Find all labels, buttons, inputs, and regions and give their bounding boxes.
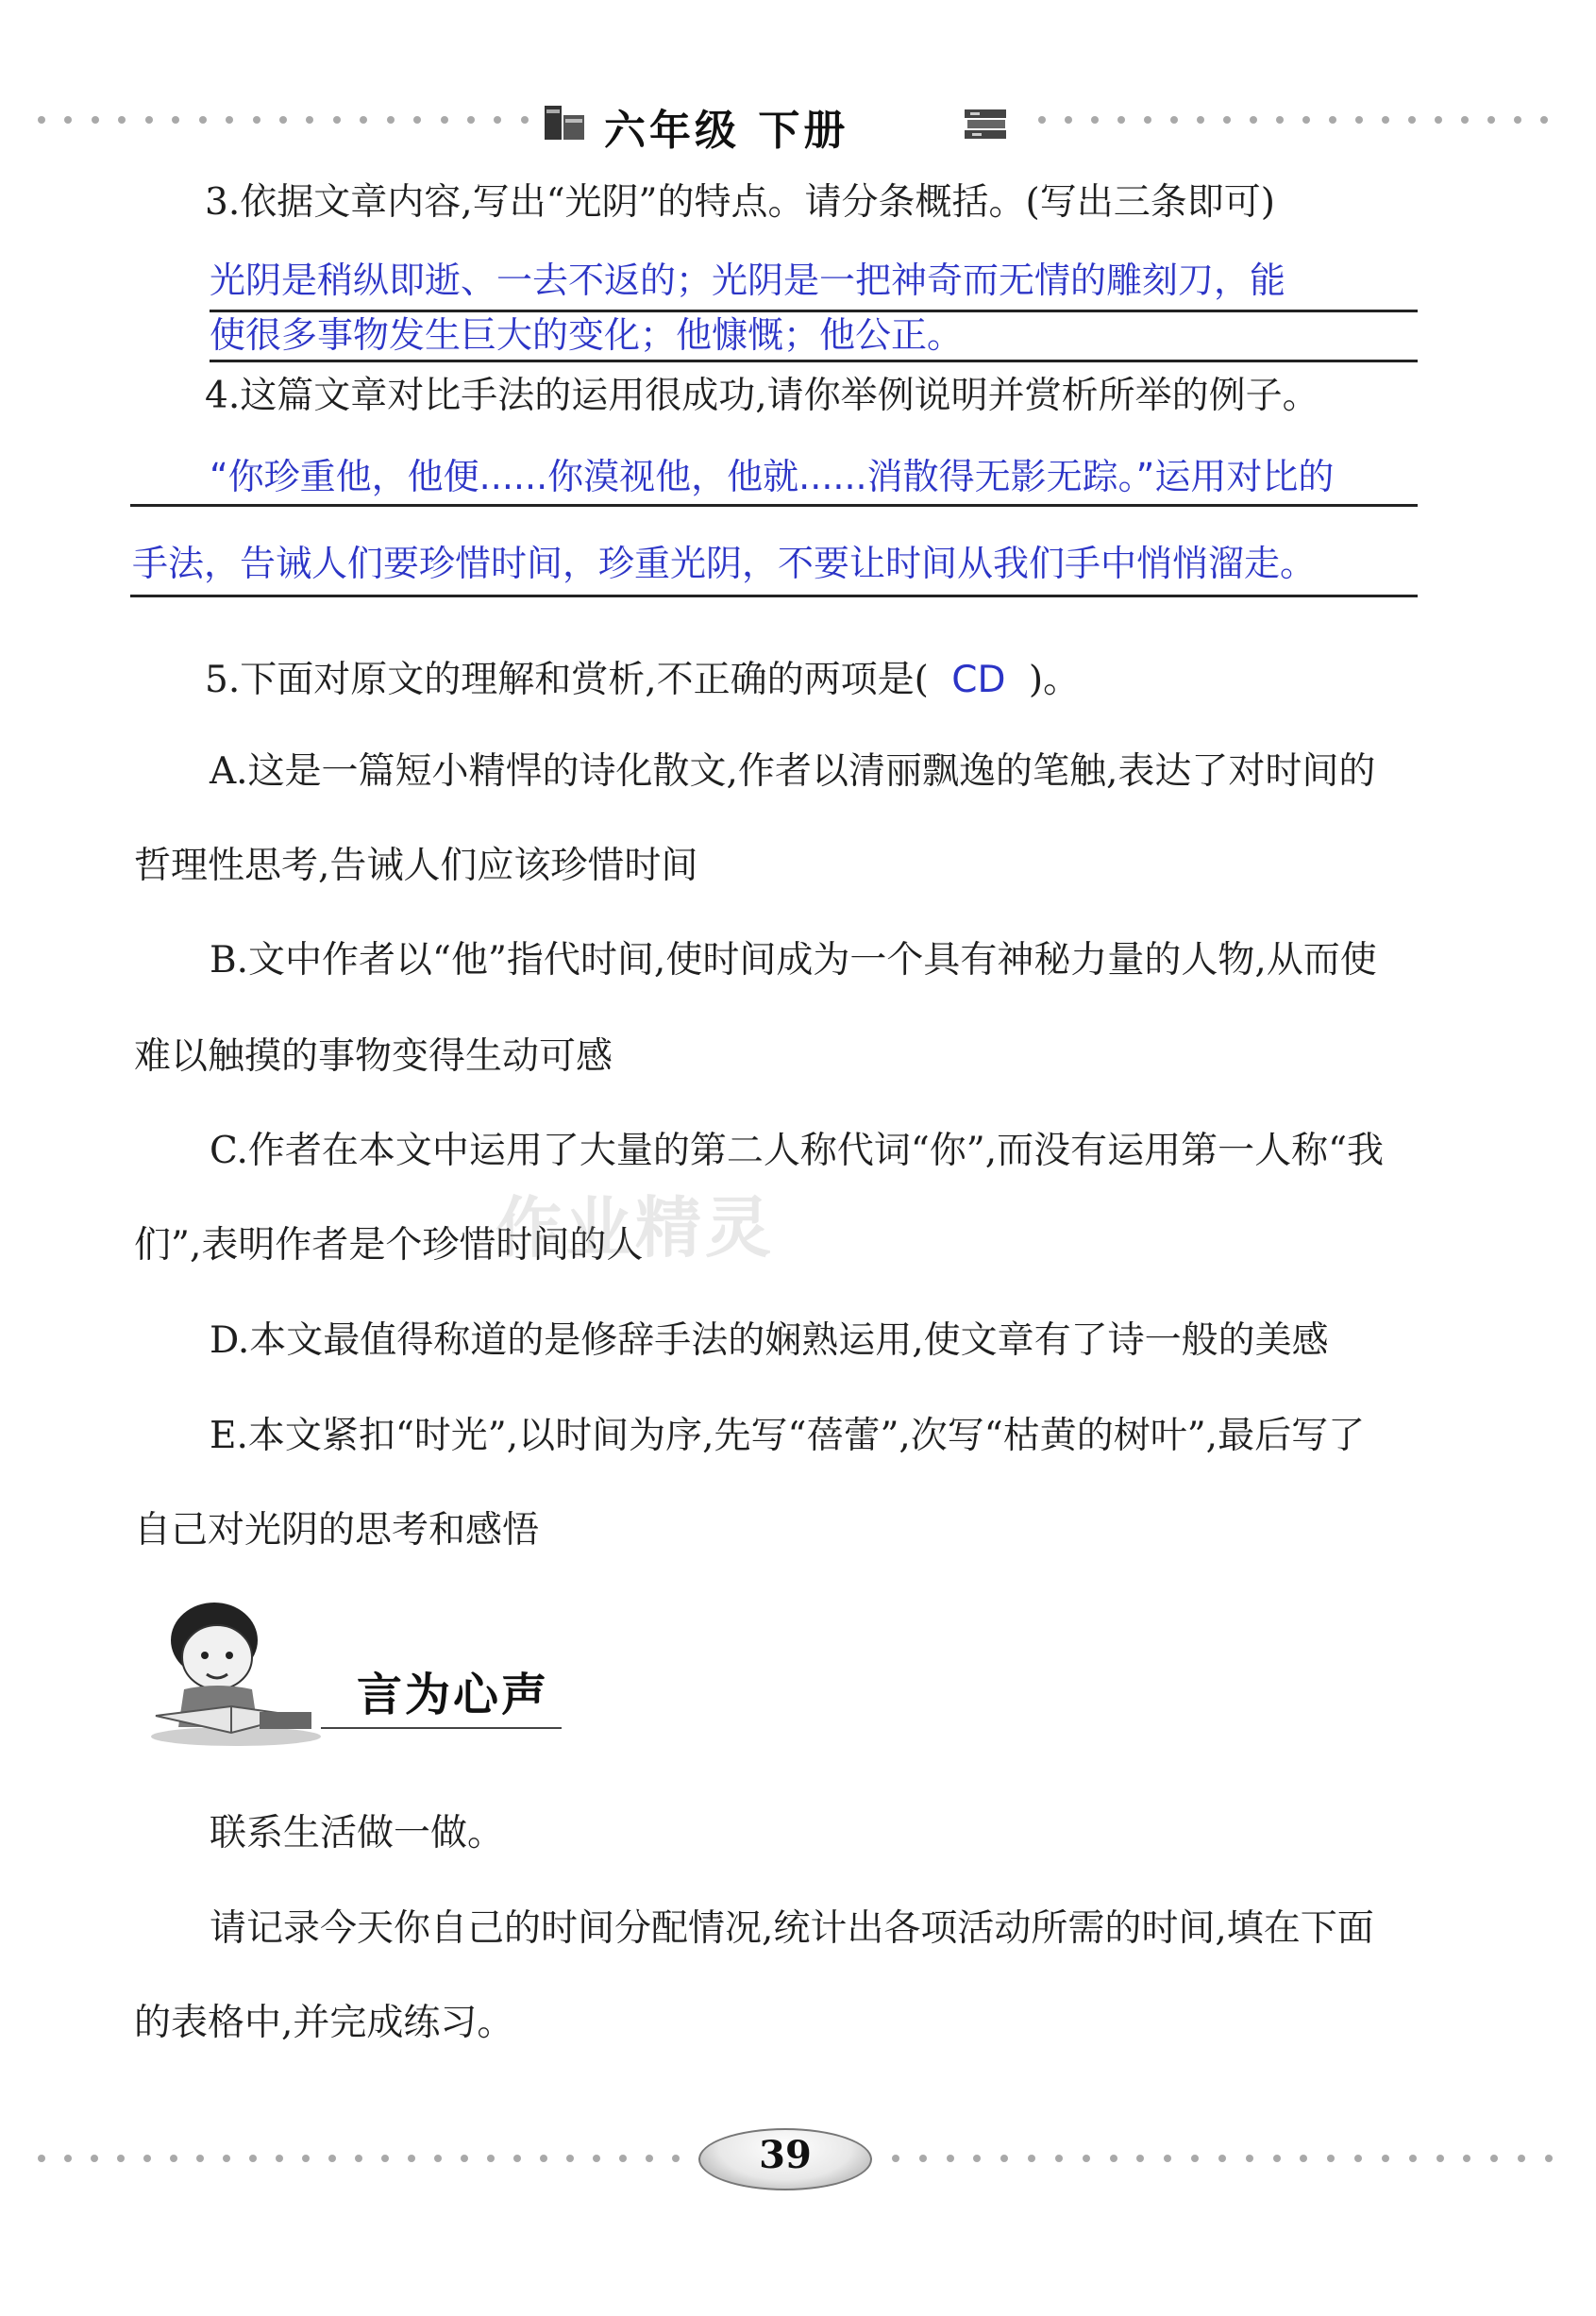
header-title: 六年级 下册 — [604, 107, 849, 155]
option-e-line-1: E.本文紧扣“时光”,以时间为序,先写“蓓蕾”,次写“枯黄的树叶”,最后写了 — [210, 1415, 1366, 1457]
option-c-line-2: 们”,表明作者是个珍惜时间的人 — [134, 1224, 644, 1267]
section-paragraph-line-2: 的表格中,并完成练习。 — [134, 2002, 514, 2044]
footer-dots-right — [892, 2155, 1553, 2164]
question-3-prompt: 3.依据文章内容,写出“光阴”的特点。请分条概括。(写出三条即可) — [205, 181, 1275, 224]
question-3-answer-line-2: 使很多事物发生巨大的变化；他慷慨；他公正。 — [210, 314, 964, 356]
section-intro: 联系生活做一做。 — [210, 1812, 505, 1854]
section-underline — [321, 1727, 562, 1729]
watermark: 作业精灵 — [496, 1189, 775, 1267]
question-5-prompt-text: 5.下面对原文的理解和赏析,不正确的两项是( — [205, 659, 929, 701]
question-5-prompt — [205, 657, 1080, 704]
books-icon — [963, 106, 1010, 143]
answer-rule — [130, 595, 1418, 597]
question-5-answer: CD — [951, 659, 1006, 701]
footer-dots-left — [38, 2155, 680, 2164]
header-dots-right — [1038, 116, 1548, 126]
section-paragraph-line-1: 请记录今天你自己的时间分配情况,统计出各项活动所需的时间,填在下面 — [210, 1907, 1374, 1950]
option-b-line-1: B.文中作者以“他”指代时间,使时间成为一个具有神秘力量的人物,从而使 — [210, 939, 1377, 982]
header-dots-left — [38, 116, 529, 126]
question-4-prompt: 4.这篇文章对比手法的运用很成功,请你举例说明并赏析所举的例子。 — [205, 375, 1319, 417]
option-d-line-1: D.本文最值得称道的是修辞手法的娴熟运用,使文章有了诗一般的美感 — [210, 1319, 1329, 1362]
option-a-line-1: A.这是一篇短小精悍的诗化散文,作者以清丽飘逸的笔触,表达了对时间的 — [210, 750, 1376, 793]
answer-rule — [210, 360, 1418, 362]
question-4-answer-line-1: “你珍重他，他便......你漠视他，他就......消散得无影无踪。”运用对比的 — [210, 456, 1335, 497]
answer-rule — [130, 504, 1418, 507]
question-4-answer-line-2: 手法，告诫人们要珍惜时间，珍重光阴，不要让时间从我们手中悄悄溜走。 — [132, 543, 1317, 584]
section-title: 言为心声 — [357, 1669, 550, 1721]
option-a-line-2: 哲理性思考,告诫人们应该珍惜时间 — [134, 845, 698, 887]
option-c-line-1: C.作者在本文中运用了大量的第二人称代词“你”,而没有运用第一人称“我 — [210, 1130, 1385, 1172]
option-b-line-2: 难以触摸的事物变得生动可感 — [134, 1035, 613, 1078]
option-e-line-2: 自己对光阴的思考和感悟 — [134, 1509, 540, 1552]
page-number: 39 — [759, 2133, 812, 2177]
question-5-prompt-end: )。 — [1028, 659, 1081, 701]
question-3-answer-line-1: 光阴是稍纵即逝、一去不返的；光阴是一把神奇而无情的雕刻刀，能 — [210, 260, 1286, 301]
book-stack-icon — [543, 102, 588, 143]
